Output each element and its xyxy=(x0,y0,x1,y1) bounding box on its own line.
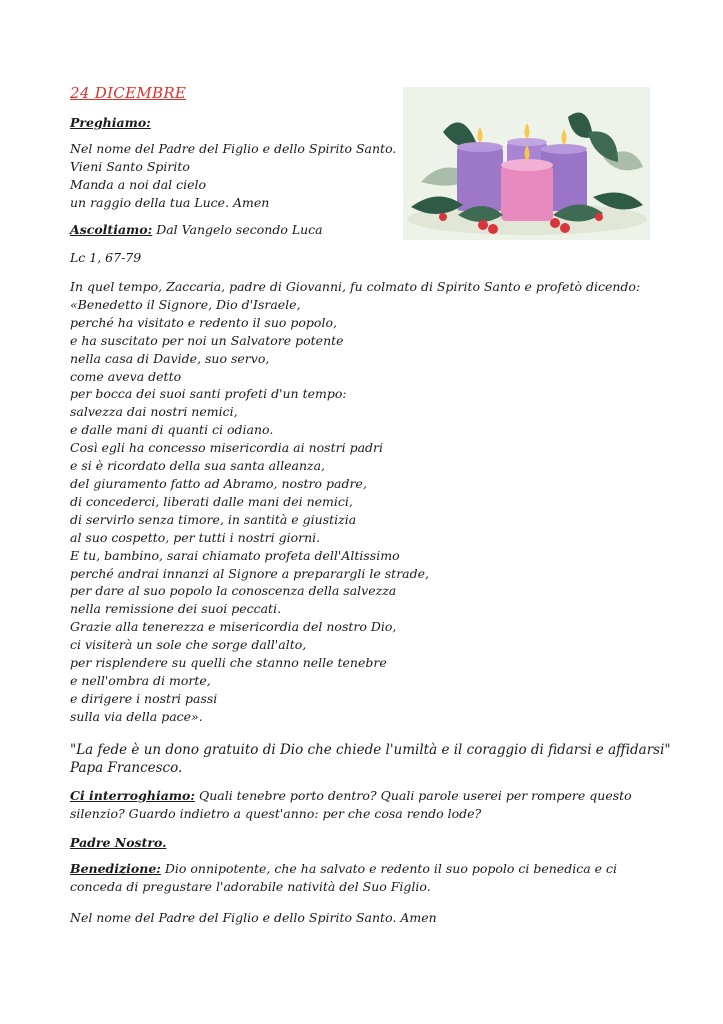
interroghiamo-paragraph xyxy=(70,787,670,822)
quote-author: Papa Francesco. xyxy=(70,759,183,776)
gospel-line: e nell'ombra di morte, xyxy=(70,672,211,688)
gospel-line: «Benedetto il Signore, Dio d'Israele, xyxy=(70,296,301,312)
gospel-line: ci visiterà un sole che sorge dall'alto, xyxy=(70,637,307,653)
preghiamo-text xyxy=(70,140,396,212)
gospel-line: sulla via della pace». xyxy=(70,708,203,724)
pope-quote xyxy=(70,742,671,777)
prayer-line: un raggio della tua Luce. Amen xyxy=(70,194,270,210)
gospel-line: al suo cospetto, per tutti i nostri giorni. xyxy=(70,529,321,545)
ascoltiamo-text: Dal Vangelo secondo Luca xyxy=(152,222,323,237)
interroghiamo-text: Quali tenebre porto dentro? Quali parole userei per rompere questo silenzio? Guardo indietro a quest'anno: per che cosa rendo lode? xyxy=(70,788,632,821)
date-heading: 24 DICEMBRE xyxy=(70,84,187,102)
ascoltiamo-heading: Ascoltiamo: xyxy=(70,222,153,237)
gospel-line: Grazie alla tenerezza e misericordia del nostro Dio, xyxy=(70,619,397,635)
prayer-line: Manda a noi dal cielo xyxy=(70,176,207,192)
gospel-line: perché andrai innanzi al Signore a preparargli le strade, xyxy=(70,565,430,581)
gospel-line: perché ha visitato e redento il suo popolo, xyxy=(70,314,337,330)
gospel-line: nella remissione dei suoi peccati. xyxy=(70,601,282,617)
purple-candle-left xyxy=(457,147,503,211)
gospel-line: e dirigere i nostri passi xyxy=(70,690,218,706)
gospel-text xyxy=(70,278,640,726)
benedizione-heading: Benedizione: xyxy=(70,861,161,876)
ascoltiamo-line xyxy=(70,221,323,239)
gospel-line: e si è ricordato della sua santa alleanza, xyxy=(70,458,326,474)
gospel-line: e dalle mani di quanti ci odiano. xyxy=(70,422,274,438)
preghiamo-heading: Preghiamo: xyxy=(70,115,151,130)
prayer-line: Nel nome del Padre del Figlio e dello Spirito Santo. xyxy=(70,141,397,156)
gospel-line: per risplendere su quelli che stanno nelle tenebre xyxy=(70,655,387,671)
berry xyxy=(478,220,488,230)
gospel-line: come aveva detto xyxy=(70,368,182,384)
pink-candle xyxy=(501,165,553,221)
gospel-line: per bocca dei suoi santi profeti d'un tempo: xyxy=(70,386,347,402)
benedizione-paragraph xyxy=(70,860,670,895)
gospel-line: di servirlo senza timore, in santità e giustizia xyxy=(70,511,357,527)
prayer-line: Vieni Santo Spirito xyxy=(70,158,190,174)
gospel-line: In quel tempo, Zaccaria, padre di Giovanni, fu colmato di Spirito Santo e profetò dicendo: xyxy=(70,279,641,294)
gospel-line: E tu, bambino, sarai chiamato profeta dell'Altissimo xyxy=(70,547,400,563)
quote-text: "La fede è un dono gratuito di Dio che chiede l'umiltà e il coraggio di fidarsi e affidarsi" xyxy=(70,742,671,758)
gospel-line: di concederci, liberati dalle mani dei nemici, xyxy=(70,493,353,509)
gospel-line: Così egli ha concesso misericordia ai nostri padri xyxy=(70,440,384,456)
gospel-line: salvezza dai nostri nemici, xyxy=(70,404,238,420)
gospel-line: nella casa di Davide, suo servo, xyxy=(70,350,270,366)
benedizione-text: Dio onnipotente, che ha salvato e redento il suo popolo ci benedica e ci conceda di pregustare l'adorabile natività del Suo Figlio. xyxy=(70,861,617,894)
gospel-line: e ha suscitato per noi un Salvatore potente xyxy=(70,332,344,348)
interroghiamo-heading: Ci interroghiamo: xyxy=(70,788,195,803)
gospel-reference: Lc 1, 67-79 xyxy=(70,250,142,265)
padre-nostro-heading: Padre Nostro. xyxy=(70,835,167,850)
closing-line: Nel nome del Padre del Figlio e dello Spirito Santo. Amen xyxy=(70,910,437,925)
advent-candles-illustration xyxy=(403,87,650,240)
gospel-line: del giuramento fatto ad Abramo, nostro padre, xyxy=(70,475,367,491)
gospel-line: per dare al suo popolo la conoscenza della salvezza xyxy=(70,583,397,599)
